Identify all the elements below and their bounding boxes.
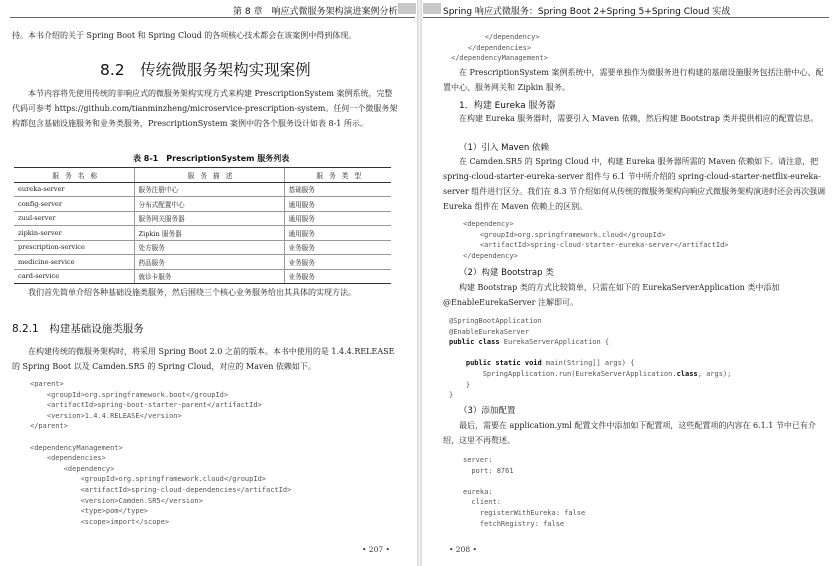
table-cell: 服务网关服务器 — [134, 211, 284, 226]
table-header-cell: 服 务 描 述 — [134, 168, 284, 183]
bootstrap-paragraph: 构建 Bootstrap 类的方式比较简单，只需在如下的 EurekaServerApplication 类中添加 @EnableEurekaServer 注解即可。 — [443, 283, 780, 307]
infra-paragraph: 在 PrescriptionSystem 案例系统中，需要单独作为微服务进行构建的基础设施服务包括注册中心、配置中心、服务网关和 Zipkin 服务。 — [443, 68, 824, 92]
maven-heading: （1）引入 Maven 依赖 — [459, 143, 550, 153]
table-header-cell: 服 务 类 型 — [284, 168, 391, 183]
table-cell: 基础服务 — [284, 182, 391, 197]
table-caption: 表 8-1 PrescriptionSystem 服务列表 — [133, 154, 290, 163]
dependency-management-close-code: </dependency> </dependencies> </dependencyManagement> — [451, 33, 548, 63]
table-cell: 业务服务 — [284, 240, 391, 255]
intro-text: 持。本书介绍的关于 Spring Boot 和 Spring Cloud 的各项核心技术都会在该案例中得到体现。 — [12, 31, 357, 40]
bootstrap-heading: （2）构建 Bootstrap 类 — [459, 268, 554, 278]
table-header-cell: 服 务 名 称 — [14, 168, 134, 183]
config-paragraph: 最后，需要在 application.yml 配置文件中添加如下配置项，这些配置项的内容在 6.1.1 节中已有介绍，这里不再赘述。 — [443, 421, 816, 445]
header-tab-mark — [398, 3, 416, 14]
config-heading: （3）添加配置 — [459, 406, 516, 416]
table-cell: 处方服务 — [134, 240, 284, 255]
eureka-paragraph: 在构建 Eureka 服务器时，需要引入 Maven 依赖，然后构建 Bootstrap 类并提供相应的配置信息。 — [459, 114, 819, 123]
overview-paragraph: 我们首先简单介绍各种基础设施类服务，然后围绕三个核心业务服务给出其具体的实现方法。 — [28, 288, 356, 297]
table-row — [14, 269, 391, 284]
table-cell: zuul-server — [14, 211, 134, 226]
table-cell: config-server — [14, 197, 134, 212]
maven-parent-code: <parent> <groupId>org.springframework.boot</groupId> <artifactId>spring-boot-starter-parent</artifactId> <version>1.4.4.RELEASE</version> </parent> <dependencyManagement> <dependencies> <dependency> <groupId>org.springframework.cloud</groupId> <artifactId>spring-cloud-dependencies</artifactId> <version>Camden.SR5</version> <type>pom</type> <scope>import</scope> — [30, 380, 292, 526]
table-cell: medicine-service — [14, 255, 134, 270]
table-header-row — [14, 168, 391, 183]
bootstrap-class-code: @SpringBootApplication @EnableEurekaServer public class EurekaServerApplication { public static void main(String[] args) { SpringApplication.run(EurekaServerApplication.class, args); } } — [449, 317, 732, 400]
table-row — [14, 197, 391, 212]
header-rule — [423, 17, 829, 18]
section-paragraph: 本节内容将先使用传统的非响应式的微服务架构实现方式来构建 PrescriptionSystem 案例系统，完整代码可参考 https://github.com/tianminzheng/microservice-prescription-system。任何一个微服务架构都包含基础设施服务和业务类服务，PrescriptionSystem 案例中的各个服务设计如表 8-1 所示。 — [12, 89, 398, 128]
eureka-dependency-code: <dependency> <groupId>org.springframework.cloud</groupId> <artifactId>spring-cloud-starter-eureka-server</artifactId> </dependency> — [463, 220, 729, 260]
chapter-header: 第 8 章 响应式微服务架构演进案例分析 — [233, 7, 398, 17]
table-row — [14, 255, 391, 270]
table-cell: 业务服务 — [284, 269, 391, 284]
version-paragraph: 在构建传统的微服务架构时，将采用 Spring Boot 2.0 之前的版本。本书中使用的是 1.4.4.RELEASE 的 Spring Boot 以及 Camden.SR5 的 Spring Cloud，对应的 Maven 依赖如下。 — [12, 347, 395, 371]
table-cell: eureka-server — [14, 182, 134, 197]
eureka-heading: 1．构建 Eureka 服务器 — [459, 101, 556, 111]
service-table — [14, 167, 391, 284]
table-row — [14, 226, 391, 241]
table-cell: card-service — [14, 269, 134, 284]
table-cell: 通用服务 — [284, 226, 391, 241]
header-tab-mark — [423, 3, 441, 14]
table-cell: 通用服务 — [284, 211, 391, 226]
table-row — [14, 240, 391, 255]
table-cell: zipkin-server — [14, 226, 134, 241]
table-cell: 业务服务 — [284, 255, 391, 270]
table-cell: 分布式配置中心 — [134, 197, 284, 212]
maven-paragraph: 在 Camden.SR5 的 Spring Cloud 中，构建 Eureka 服务器所需的 Maven 依赖如下。请注意，把 spring-cloud-starter-eureka-server 组件与 6.1 节中所介绍的 spring-cloud-starter-netflix-eureka-server 组件进行区分。我们在 8.3 节介绍如何从传统的微服务架构向响应式微服务架构演进时还会再次强调 Eureka 组件在 Maven 依赖上的区别。 — [443, 157, 826, 211]
table-row — [14, 182, 391, 197]
section-title: 8.2 传统微服务架构实现案例 — [100, 61, 311, 79]
right-page — [421, 0, 839, 566]
header-rule — [10, 17, 415, 18]
table-cell: Zipkin 服务器 — [134, 226, 284, 241]
table-cell: 服务注册中心 — [134, 182, 284, 197]
table-row — [14, 211, 391, 226]
table-cell: 就诊卡服务 — [134, 269, 284, 284]
book-header: Spring 响应式微服务：Spring Boot 2+Spring 5+Spring Cloud 实战 — [443, 7, 731, 17]
subsection-title: 8.2.1 构建基础设施类服务 — [12, 323, 144, 335]
page-number: • 208 • — [449, 545, 477, 554]
table-cell: 药品服务 — [134, 255, 284, 270]
table-cell: 通用服务 — [284, 197, 391, 212]
application-yml-code: server: port: 8761 eureka: client: registerWithEureka: false fetchRegistry: false — [463, 456, 586, 528]
page-number: • 207 • — [362, 545, 390, 554]
left-page — [0, 0, 418, 566]
table-cell: prescription-service — [14, 240, 134, 255]
